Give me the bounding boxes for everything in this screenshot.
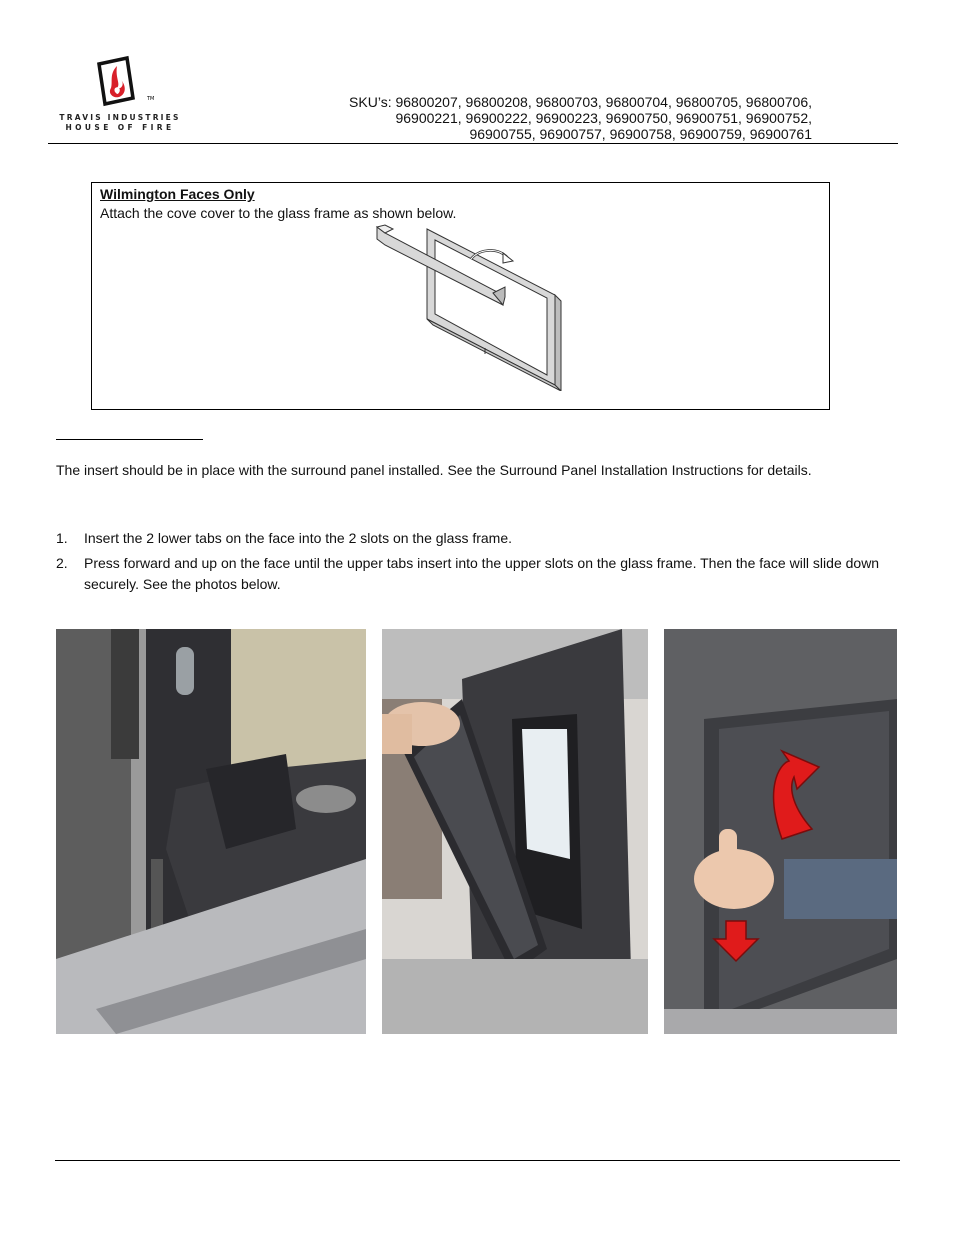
sku-line: SKU’s: 96800207, 96800208, 96800703, 96800704, 96800705, 96800706, <box>349 94 812 110</box>
brand-name: TRAVIS INDUSTRIES <box>59 113 181 122</box>
brand-tagline: HOUSE OF FIRE <box>65 123 175 132</box>
sku-line: 96900755, 96900757, 96900758, 96900759, 96900761 <box>469 126 812 142</box>
installation-steps <box>56 528 906 599</box>
note-title: Wilmington Faces Only <box>100 186 255 202</box>
photo-lower-tab-closeup <box>56 629 366 1034</box>
list-item <box>56 528 906 549</box>
step-number: 2. <box>56 555 68 571</box>
sku-line: 96900221, 96900222, 96900223, 96900750, 96900751, 96900752, <box>395 110 812 126</box>
footer-divider <box>55 1160 900 1161</box>
sku-list <box>349 94 812 142</box>
photo-inserting-face <box>382 629 648 1034</box>
intro-paragraph: The insert should be in place with the surround panel installed. See the Surround Panel Installation Instructions for details. <box>56 462 812 478</box>
step-text: Insert the 2 lower tabs on the face into the 2 slots on the glass frame. <box>84 530 513 546</box>
note-text: Attach the cove cover to the glass frame as shown below. <box>100 205 457 221</box>
photo-sliding-face <box>664 629 897 1034</box>
section-heading-rule <box>56 439 203 440</box>
step-text: Press forward and up on the face until the upper tabs insert into the upper slots on the glass frame. Then the face will slide down securely. See the photos below. <box>84 555 880 592</box>
flame-logo-icon <box>55 54 185 112</box>
header-divider <box>48 143 898 144</box>
list-item <box>56 553 906 595</box>
step-number: 1. <box>56 530 68 546</box>
travis-logo <box>55 54 185 134</box>
cove-cover-diagram <box>375 223 565 391</box>
wilmington-note-box <box>91 182 830 410</box>
svg-text:TM: TM <box>147 96 155 102</box>
